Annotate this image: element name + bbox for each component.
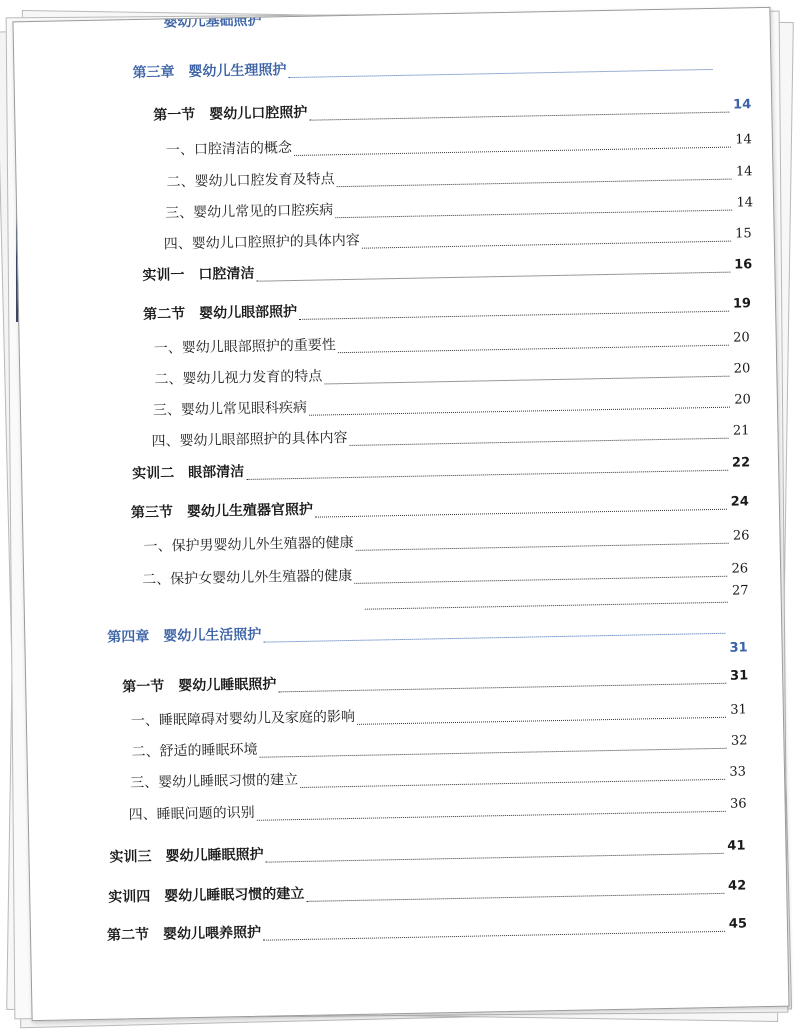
entry-page: 14 [735, 164, 753, 180]
entry-page: 24 [730, 494, 749, 510]
toc-entry-section [153, 93, 751, 128]
entry-page: 32 [730, 733, 748, 749]
chapter-heading [132, 51, 712, 86]
entry-label: 第一节 婴幼儿口腔照护 [153, 104, 308, 124]
entry-page: 45 [728, 916, 748, 932]
entry-page: 15 [734, 226, 752, 242]
toc-entry-section [107, 912, 747, 948]
leader-dots [309, 111, 729, 121]
entry-label: 一、婴幼儿眼部照护的重要性 [153, 337, 336, 357]
toc-entry-continuation [364, 583, 748, 614]
leader-dots [263, 632, 725, 643]
toc-entry-section [143, 292, 751, 328]
toc-entry-item [131, 698, 747, 734]
toc-entry-training [109, 834, 745, 870]
toc-entry-item [130, 760, 746, 796]
chapter-title: 第三章 婴幼儿生理照护 [132, 62, 287, 82]
leader-dots [362, 240, 731, 249]
toc-entry-item [131, 729, 747, 765]
entry-label: 四、婴幼儿口腔照护的具体内容 [163, 232, 360, 253]
entry-page: 42 [727, 878, 747, 894]
toc-entry-item [166, 160, 752, 195]
leader-dots [357, 716, 726, 725]
entry-label: 二、舒适的睡眠环境 [131, 741, 258, 761]
toc-entry-training [108, 874, 746, 910]
entry-label: 三、婴幼儿睡眠习惯的建立 [129, 772, 299, 792]
entry-label: 三、婴幼儿常见眼科疾病 [152, 399, 308, 419]
entry-label: 二、保护女婴幼儿外生殖器的健康 [142, 567, 353, 588]
entry-label: 第一节 婴幼儿睡眠照护 [122, 676, 277, 696]
entry-label: 实训二 眼部清洁 [132, 464, 245, 483]
leader-dots [294, 146, 731, 156]
leader-dots [306, 892, 724, 902]
entry-label: 实训四 婴幼儿睡眠习惯的建立 [108, 885, 305, 906]
leader-dots [315, 508, 727, 518]
entry-page: 41 [727, 838, 746, 854]
toc-page [12, 7, 789, 1021]
toc-entry-item [154, 357, 750, 392]
leader-dots [338, 344, 729, 354]
leader-dots [266, 852, 724, 863]
entry-label: 三、婴幼儿常见的口腔疾病 [165, 202, 334, 222]
toc-entry-item [165, 191, 753, 226]
entry-page: 14 [736, 195, 754, 211]
entry-label: 第二节 婴幼儿眼部照护 [142, 303, 298, 323]
leader-dots [289, 68, 713, 78]
toc-entry-item [154, 326, 750, 361]
entry-page: 26 [732, 528, 750, 544]
leader-dots [365, 601, 728, 610]
leader-dots [337, 178, 732, 188]
leader-dots [335, 209, 732, 219]
entry-page: 21 [732, 423, 750, 439]
entry-label: 一、保护男婴幼儿外生殖器的健康 [143, 534, 354, 555]
leader-dots [309, 406, 730, 416]
leader-dots [354, 575, 727, 584]
entry-page: 31 [730, 702, 747, 718]
entry-label: 一、口腔清洁的概念 [165, 140, 293, 159]
chapter-title: 第四章 婴幼儿生活照护 [107, 626, 262, 646]
leader-dots [356, 542, 729, 551]
leader-dots [299, 310, 729, 320]
toc-entry-item [151, 419, 749, 454]
leader-dots [256, 271, 730, 282]
toc-entry-training [132, 451, 750, 487]
entry-page: 22 [731, 455, 751, 471]
leader-dots [263, 930, 725, 941]
entry-page: 31 [729, 668, 749, 684]
cropped-header: 婴幼儿基础照护 [163, 12, 262, 31]
entry-label: 实训一 口腔清洁 [142, 265, 255, 284]
entry-label: 实训三 婴幼儿睡眠照护 [109, 846, 264, 866]
leader-dots [278, 682, 726, 693]
entry-page: 26 [731, 561, 749, 577]
entry-label: 第三节 婴幼儿生殖器官照护 [130, 501, 314, 522]
chapter-heading [107, 614, 748, 656]
entry-label: 一、睡眠障碍对婴幼儿及家庭的影响 [130, 708, 356, 730]
entry-label: 二、婴幼儿口腔发育及特点 [166, 171, 335, 191]
leader-dots [257, 810, 726, 821]
entry-page: 20 [733, 361, 751, 377]
leader-dots [260, 747, 727, 758]
toc-entry-section [122, 664, 748, 700]
entry-page: 16 [734, 257, 753, 273]
toc-entry-item [164, 222, 752, 257]
entry-page: 19 [732, 296, 752, 312]
toc-entry-item [166, 128, 752, 163]
toc-entry-item [143, 524, 749, 560]
leader-dots [350, 437, 729, 446]
toc-entry-item [153, 388, 751, 423]
entry-page: 36 [729, 796, 747, 812]
entry-page: 27 [731, 583, 749, 599]
entry-page: 33 [729, 764, 747, 780]
entry-page: 31 [729, 640, 748, 656]
entry-label: 第二节 婴幼儿喂养照护 [106, 924, 262, 944]
entry-page: 20 [732, 330, 750, 346]
leader-dots [246, 469, 728, 480]
entry-label: 二、婴幼儿视力发育的特点 [154, 368, 323, 388]
toc-entry-item [129, 792, 747, 828]
entry-label: 四、婴幼儿眼部照护的具体内容 [151, 430, 348, 450]
entry-page: 14 [735, 132, 753, 148]
entry-page: 14 [732, 97, 752, 113]
leader-dots [324, 375, 729, 385]
entry-label: 四、睡眠问题的识别 [128, 804, 255, 824]
toc-entry-training [142, 253, 752, 289]
toc-entry-section [131, 490, 749, 526]
entry-page: 20 [734, 392, 752, 408]
leader-dots [300, 778, 725, 788]
